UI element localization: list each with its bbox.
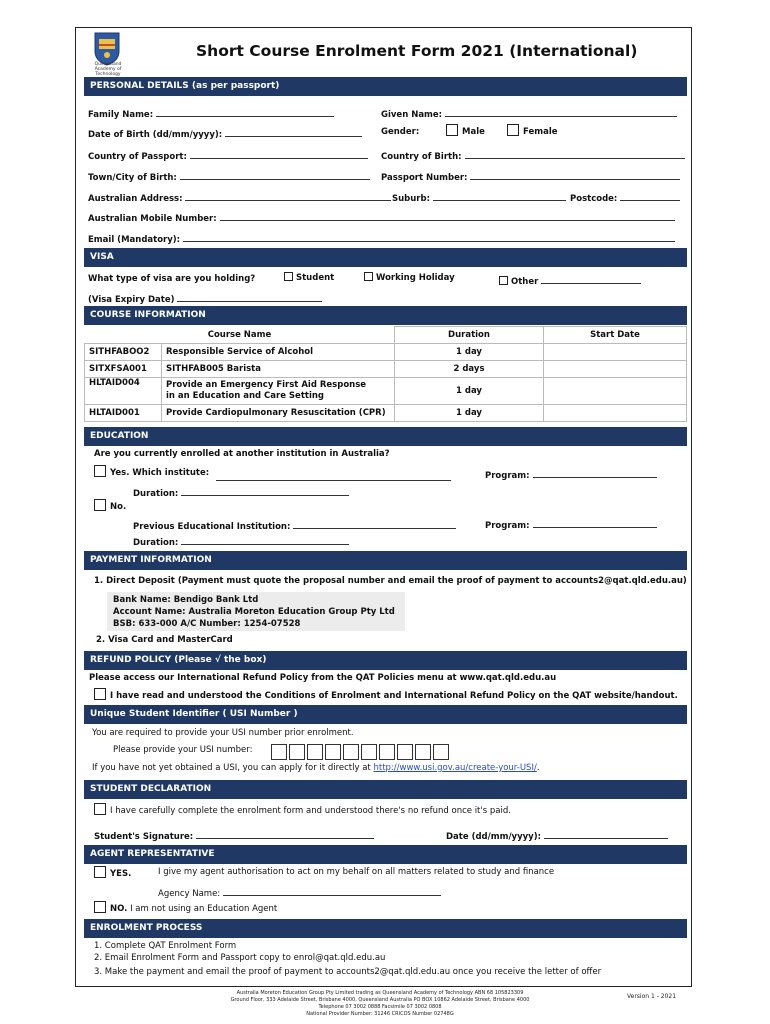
- usi-number-input[interactable]: [271, 741, 451, 760]
- table-row: [85, 361, 687, 378]
- declaration-heading: STUDENT DECLARATION: [84, 780, 687, 799]
- visa-expiry-field[interactable]: (Visa Expiry Date): [88, 292, 322, 305]
- usi-digit-box[interactable]: [289, 744, 305, 760]
- agent-yes-text: I give my agent authorisation to act on my behalf on all matters related to study and finance: [158, 867, 555, 877]
- process-step-3: 3. Make the payment and email the proof of payment to accounts2@qat.qld.edu.au once you receive the letter of offer: [94, 967, 602, 977]
- bank-details: [107, 592, 405, 631]
- gender-male-checkbox[interactable]: Male: [446, 124, 485, 137]
- course-start-date-input[interactable]: [544, 405, 687, 422]
- email-field[interactable]: Email (Mandatory):: [88, 232, 675, 245]
- course-duration: 1 day: [395, 344, 544, 361]
- country-birth-field[interactable]: Country of Birth:: [381, 149, 685, 162]
- declaration-date-field[interactable]: Date (dd/mm/yyyy):: [446, 829, 668, 842]
- course-name: Responsible Service of Alcohol: [162, 344, 395, 361]
- education-question: Are you currently enrolled at another institution in Australia?: [94, 449, 390, 459]
- agent-no-checkbox[interactable]: NO. I am not using an Education Agent: [94, 901, 277, 914]
- previous-institution-field[interactable]: Previous Educational Institution:: [133, 519, 456, 532]
- footer-company: Australia Moreton Education Group Pty Limited trading as Queensland Academy of Technology ABN 68 105823309: [236, 990, 524, 996]
- visa-working-holiday-checkbox[interactable]: Working Holiday: [364, 272, 455, 283]
- footer-phone: Telephone 07 3002 0888 Facsimile 07 3002 0808: [318, 1004, 442, 1010]
- course-heading: COURSE INFORMATION: [84, 306, 687, 325]
- education-no-checkbox[interactable]: No.: [94, 499, 126, 512]
- usi-digit-box[interactable]: [307, 744, 323, 760]
- logo-text: Queensland Academy of Technology: [94, 62, 122, 77]
- bsb-account-number: BSB: 633-000 A/C Number: 1254-07528: [113, 619, 301, 629]
- course-table-header: [85, 327, 687, 344]
- agent-yes-checkbox[interactable]: YES.: [94, 866, 131, 879]
- course-name-line2: in an Education and Care Setting: [166, 391, 324, 401]
- course-code: SITXFSA001: [85, 361, 162, 378]
- usi-prompt: Please provide your USI number:: [113, 745, 253, 755]
- education-yes-checkbox[interactable]: Yes. Which institute:: [94, 465, 209, 478]
- footer-provider: National Provider Number: 31246 CRICOS Number 02748G: [306, 1011, 454, 1017]
- refund-heading: REFUND POLICY (Please √ the box): [84, 651, 687, 670]
- usi-digit-box[interactable]: [415, 744, 431, 760]
- version-label: Version 1 - 2021: [627, 993, 677, 1000]
- usi-digit-box[interactable]: [343, 744, 359, 760]
- program-field-1[interactable]: Program:: [485, 468, 657, 481]
- usi-apply-text: If you have not yet obtained a USI, you can apply for it directly at http://www.usi.gov.au/create-your-USI/.: [92, 763, 540, 773]
- course-table: [84, 326, 687, 422]
- passport-number-field[interactable]: Passport Number:: [381, 170, 680, 183]
- table-row: [85, 344, 687, 361]
- gender-female-checkbox[interactable]: Female: [507, 124, 558, 137]
- usi-digit-box[interactable]: [361, 744, 377, 760]
- col-course-name: Course Name: [85, 327, 395, 344]
- institute-input[interactable]: [216, 466, 451, 485]
- usi-digit-box[interactable]: [433, 744, 449, 760]
- course-start-date-input[interactable]: [544, 378, 687, 405]
- usi-digit-box[interactable]: [325, 744, 341, 760]
- process-step-1: 1. Complete QAT Enrolment Form: [94, 941, 237, 951]
- payment-direct-deposit: 1. Direct Deposit (Payment must quote the proposal number and email the proof of payment to accounts2@qat.qld.edu.au): [94, 576, 687, 586]
- course-duration: 1 day: [395, 378, 544, 405]
- au-address-field[interactable]: Australian Address:: [88, 191, 391, 204]
- agent-heading: AGENT REPRESENTATIVE: [84, 845, 687, 864]
- usi-digit-box[interactable]: [271, 744, 287, 760]
- duration-field-2[interactable]: Duration:: [133, 535, 349, 548]
- footer-address: Ground Floor, 333 Adelaide Street, Brisbane 4000, Queensland Australia PO BOX 10862 Adelaide Street, Brisbane 4000: [230, 997, 530, 1003]
- visa-heading: VISA: [84, 248, 687, 267]
- postcode-field[interactable]: Postcode:: [570, 191, 680, 204]
- refund-agree-checkbox[interactable]: I have read and understood the Conditions of Enrolment and International Refund Policy on the QAT website/handout.: [94, 688, 678, 701]
- mobile-field[interactable]: Australian Mobile Number:: [88, 211, 675, 224]
- usi-link[interactable]: http://www.usi.gov.au/create-your-USI/: [373, 763, 537, 773]
- payment-card: 2. Visa Card and MasterCard: [96, 635, 233, 645]
- visa-student-checkbox[interactable]: Student: [284, 272, 334, 283]
- col-start-date: Start Date: [544, 327, 687, 344]
- footer-info: [190, 990, 570, 1018]
- table-row: [85, 405, 687, 422]
- program-field-2[interactable]: Program:: [485, 518, 657, 531]
- process-heading: ENROLMENT PROCESS: [84, 919, 687, 938]
- visa-question: What type of visa are you holding?: [88, 274, 256, 284]
- duration-field-1[interactable]: Duration:: [133, 486, 349, 499]
- course-code: SITHFABOO2: [85, 344, 162, 361]
- family-name-field[interactable]: Family Name:: [88, 107, 334, 120]
- course-name: Provide Cardiopulmonary Resuscitation (CPR): [162, 405, 395, 422]
- agency-name-field[interactable]: Agency Name:: [158, 886, 441, 899]
- course-duration: 1 day: [395, 405, 544, 422]
- country-passport-field[interactable]: Country of Passport:: [88, 149, 368, 162]
- given-name-field[interactable]: Given Name:: [381, 107, 677, 120]
- bank-name: Bank Name: Bendigo Bank Ltd: [113, 595, 259, 605]
- usi-requirement: You are required to provide your USI number prior enrolment.: [92, 728, 354, 738]
- account-name: Account Name: Australia Moreton Education Group Pty Ltd: [113, 607, 395, 617]
- declaration-checkbox[interactable]: I have carefully complete the enrolment form and understood there's no refund once it's paid.: [94, 803, 511, 816]
- page-title: Short Course Enrolment Form 2021 (International): [196, 42, 638, 60]
- course-start-date-input[interactable]: [544, 344, 687, 361]
- suburb-field[interactable]: Suburb:: [392, 191, 566, 204]
- usi-digit-box[interactable]: [397, 744, 413, 760]
- course-code: HLTAID004: [85, 378, 162, 405]
- education-heading: EDUCATION: [84, 427, 687, 446]
- visa-other-checkbox[interactable]: Other: [499, 274, 641, 287]
- course-duration: 2 days: [395, 361, 544, 378]
- table-row: [85, 378, 687, 405]
- course-start-date-input[interactable]: [544, 361, 687, 378]
- dob-field[interactable]: Date of Birth (dd/mm/yyyy):: [88, 127, 362, 140]
- usi-heading: Unique Student Identifier ( USI Number ): [84, 705, 687, 724]
- town-birth-field[interactable]: Town/City of Birth:: [88, 170, 370, 183]
- payment-heading: PAYMENT INFORMATION: [84, 551, 687, 570]
- course-name-cell: [162, 378, 395, 405]
- signature-field[interactable]: Student's Signature:: [94, 829, 374, 842]
- refund-policy-text: Please access our International Refund Policy from the QAT Policies menu at www.qat.qld.edu.au: [89, 673, 557, 683]
- course-code: HLTAID001: [85, 405, 162, 422]
- process-step-2: 2. Email Enrolment Form and Passport copy to enrol@qat.qld.edu.au: [94, 953, 386, 963]
- course-name: SITHFAB005 Barista: [162, 361, 395, 378]
- col-duration: Duration: [395, 327, 544, 344]
- course-name: Provide an Emergency First Aid Response: [166, 380, 367, 390]
- gender-label: Gender:: [381, 127, 420, 137]
- personal-details-heading: PERSONAL DETAILS (as per passport): [84, 77, 687, 96]
- usi-digit-box[interactable]: [379, 744, 395, 760]
